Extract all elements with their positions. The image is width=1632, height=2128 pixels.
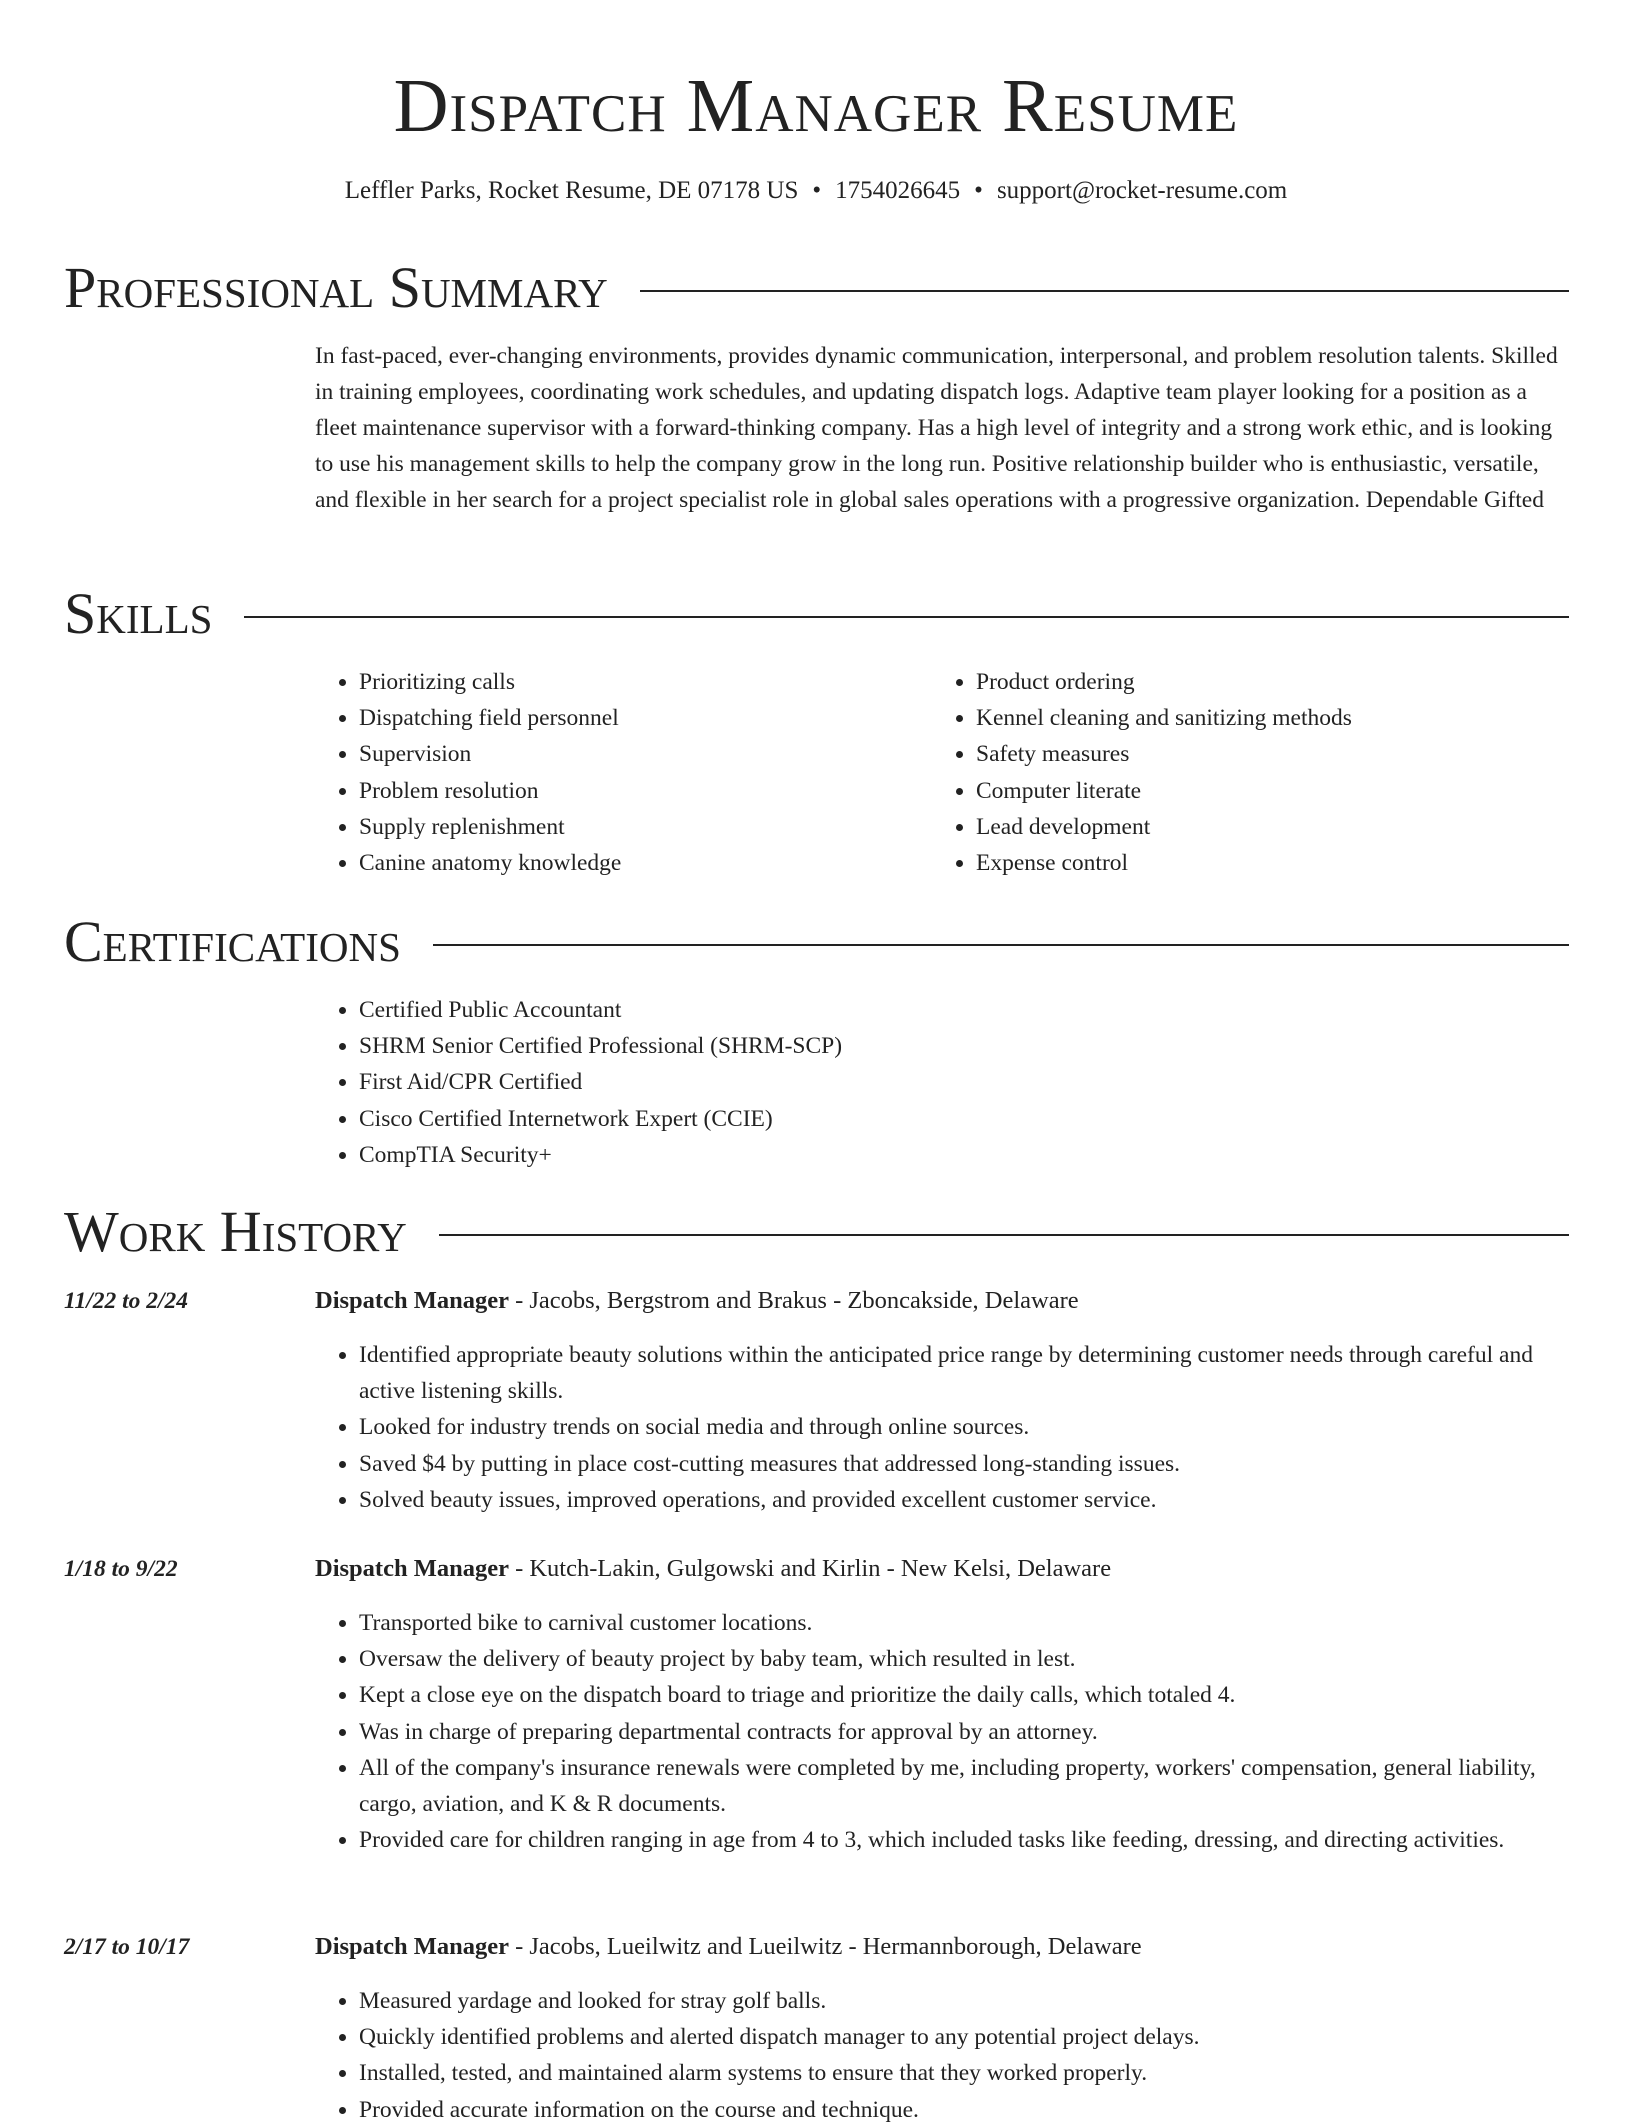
contact-address: Leffler Parks, Rocket Resume, DE 07178 US [344,177,799,204]
contact-email[interactable]: support@rocket-resume.com [996,177,1288,204]
job-duty: • Measured yardage and looked for stray golf balls. [359,1983,1571,2019]
job-duty: • Transported bike to carnival customer locations. [359,1605,1571,1641]
work-history-heading: Work History [64,1199,407,1264]
skills-column-right [932,664,1352,881]
summary-section-header [64,256,1569,320]
job-duty: • Was in charge of preparing departmental contracts for approval by an attorney. [359,1714,1571,1750]
certifications-block [315,992,842,1173]
summary-text: In fast-paced, ever-changing environments, provides dynamic communication, interpersonal, and problem resolution talents. Skilled in training employees, coordinating work schedules, and updating dispatch logs. Adaptive team player looking for a position as a fleet maintenance supervisor with a forward-thinking company. Has a high level of integrity and a strong work ethic, and is looking to use his management skills to help the company grow in the long run. Positive relationship builder who is enthusiastic, versatile, and flexible in her search for a project specialist role in global sales operations with a progressive organization. Dependable Gifted [315,343,1558,513]
job-duty: • Looked for industry trends on social media and through online sources. [359,1409,1571,1445]
certification-item: • First Aid/CPR Certified [359,1064,842,1100]
job-title: Dispatch Manager [315,1933,509,1960]
skill-item: • Kennel cleaning and sanitizing methods [976,700,1352,736]
certification-item: • Certified Public Accountant [359,992,842,1028]
job-duty: • Identified appropriate beauty solutions within the anticipated price range by determining customer needs through careful and active listening skills. [359,1337,1571,1409]
job-duties-list [315,1983,1571,2128]
skill-item: • Problem resolution [359,773,621,809]
job-heading [315,1551,1111,1587]
job-dates: 11/22 to 2/24 [64,1288,189,1314]
job-duty: • Kept a close eye on the dispatch board to triage and prioritize the daily calls, which totaled 4. [359,1677,1571,1713]
job-duty: • Provided care for children ranging in age from 4 to 3, which included tasks like feeding, dressing, and directing activities. [359,1822,1571,1858]
contact-line [0,174,1632,208]
skill-item: • Prioritizing calls [359,664,621,700]
job-employer: - Jacobs, Lueilwitz and Lueilwitz - Hermannborough, Delaware [508,1933,1142,1960]
certifications-section-header [64,910,1569,974]
job-dates: 1/18 to 9/22 [64,1556,178,1582]
job-duty: • Solved beauty issues, improved operations, and provided excellent customer service. [359,1482,1571,1518]
skills-column-left [315,664,621,881]
job-duties-list [315,1605,1571,1858]
job-title: Dispatch Manager [315,1555,509,1582]
certification-item: • CompTIA Security+ [359,1137,842,1173]
summary-heading: Professional Summary [64,255,608,320]
job-employer: - Kutch-Lakin, Gulgowski and Kirlin - New Kelsi, Delaware [508,1555,1112,1582]
contact-separator: • [974,177,983,204]
contact-separator: • [812,177,822,204]
skill-item: • Supply replenishment [359,809,621,845]
certification-item: • Cisco Certified Internetwork Expert (CCIE) [359,1101,842,1137]
skills-heading: Skills [64,581,213,646]
skill-item: • Computer literate [976,773,1352,809]
certification-item: • SHRM Senior Certified Professional (SHRM-SCP) [359,1028,842,1064]
skills-list-right [932,664,1352,881]
job-title: Dispatch Manager [315,1287,509,1314]
skill-item: • Canine anatomy knowledge [359,845,621,881]
job-duties-list [315,1337,1571,1518]
skills-list-left [315,664,621,881]
section-divider [640,290,1569,292]
skills-section-header [64,582,1569,646]
job-heading [315,1929,1142,1965]
skill-item: • Supervision [359,736,621,772]
job-employer: - Jacobs, Bergstrom and Brakus - Zboncakside, Delaware [508,1287,1079,1314]
certifications-heading: Certifications [64,909,401,974]
job-duty: • Quickly identified problems and alerted dispatch manager to any potential project delays. [359,2019,1571,2055]
job-dates: 2/17 to 10/17 [64,1934,190,1960]
skill-item: • Safety measures [976,736,1352,772]
job-duty: • Oversaw the delivery of beauty project by baby team, which resulted in lest. [359,1641,1571,1677]
job-duty: • Saved $4 by putting in place cost-cutting measures that addressed long-standing issues. [359,1446,1571,1482]
job-duty: • Provided accurate information on the course and technique. [359,2092,1571,2128]
work-history-section-header [64,1200,1569,1264]
section-divider [433,944,1569,946]
skill-item: • Dispatching field personnel [359,700,621,736]
section-divider [439,1234,1569,1236]
skill-item: • Product ordering [976,664,1352,700]
contact-phone: 1754026645 [835,177,961,204]
job-duty: • Installed, tested, and maintained alarm systems to ensure that they worked properly. [359,2055,1571,2091]
skill-item: • Expense control [976,845,1352,881]
document-title: Dispatch Manager Resume [393,64,1239,148]
section-divider [244,616,1569,618]
job-duty: • All of the company's insurance renewals were completed by me, including property, workers' compensation, general liability, cargo, aviation, and K & R documents. [359,1750,1571,1822]
skill-item: • Lead development [976,809,1352,845]
certifications-list [315,992,842,1173]
job-heading [315,1283,1079,1319]
